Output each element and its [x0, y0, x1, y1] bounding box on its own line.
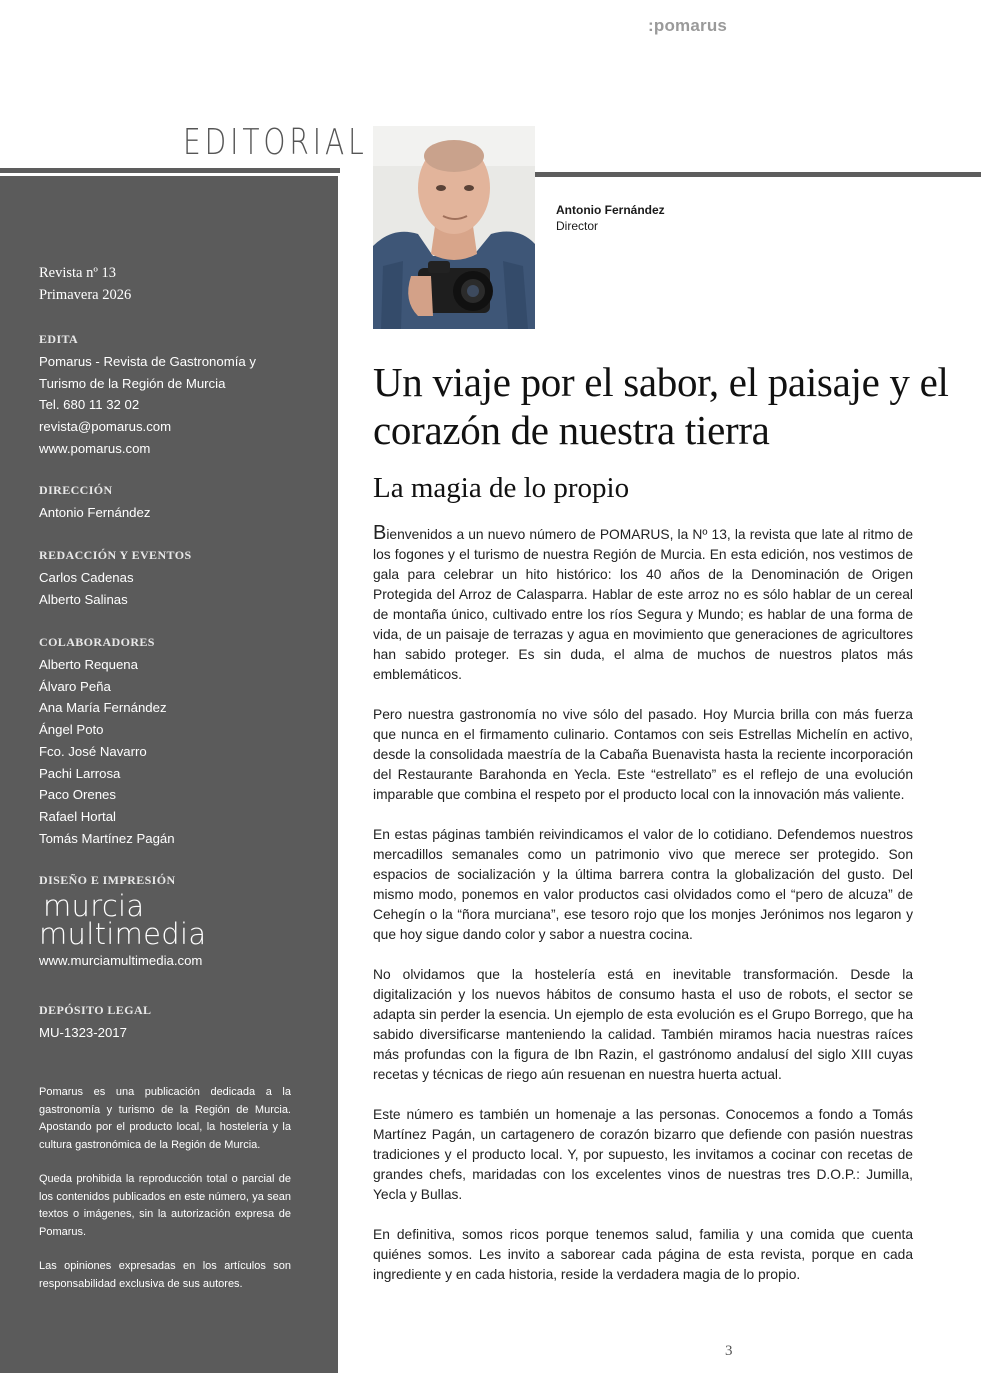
colaborador-name: Pachi Larrosa [39, 765, 121, 781]
redaccion-name: Carlos Cadenas [39, 570, 134, 585]
article-paragraph: En definitiva, somos ricos porque tenemos salud, familia y una comida que cuenta quiénes somos. Les invito a saborear cada página de esta revista, porque en cada ingrediente y en cada historia, reside la verdadera magia de lo propio. [373, 1227, 913, 1282]
drop-cap: B [373, 522, 387, 544]
article-subhead: La magia de lo propio [373, 472, 630, 504]
page-number: 3 [725, 1343, 733, 1359]
brand-logo: :pomarus [648, 16, 728, 35]
article-headline: Un viaje por el sabor, el paisaje y el corazón de nuestra tierra [373, 359, 949, 453]
colaborador-name: Fco. José Navarro [39, 743, 147, 759]
issue-season: Primavera 2026 [39, 287, 132, 303]
deposito-value: MU-1323-2017 [39, 1025, 127, 1040]
diseno-heading: DISEÑO E IMPRESIÓN [39, 873, 176, 887]
redaccion-heading: REDACCIÓN Y EVENTOS [39, 548, 192, 562]
article-paragraph: Pero nuestra gastronomía no vive sólo del pasado. Hoy Murcia brilla con más fuerza que nunca en el firmamento culinario. Contamos con seis Estrellas Michelín en activo, desde la consolidada maestría de la Cabaña Buenavista hasta la reciente incorporación del Restaurante Barahonda en Yecla. Este “estrellato” es el reflejo de una evolución imparable que combina el respeto por el producto local con la innovación más valiente. [373, 707, 913, 802]
colaborador-name: Paco Orenes [39, 787, 116, 803]
edita-heading: EDITA [39, 332, 79, 346]
article-paragraph: Este número es también un homenaje a las personas. Conocemos a fondo a Tomás Martínez Pagán, un cartagenero de corazón bizarro que defiende con pasión nuestras tradiciones y el producto local. Y, por supuesto, les invitamos a cocinar con recetas de grandes chefs, maridadas con los excelentes vinos de nuestras tres D.O.P.: Jumilla, Yecla y Bullas. [373, 1107, 913, 1202]
issue-info [39, 262, 299, 306]
logo-line1: murcia [43, 889, 145, 923]
article-body [373, 523, 913, 1305]
legal-note: Pomarus es una publicación dedicada a la gastronomía y turismo de la Región de Murcia. Apostando por el producto local, la hostelería y la cultura gastronómica de la Región de Murcia. [39, 1086, 291, 1151]
masthead-sidebar [0, 176, 338, 1373]
author-byline [556, 202, 665, 234]
article-paragraph [373, 523, 913, 685]
diseno-website[interactable]: www.murciamultimedia.com [39, 953, 203, 968]
colaborador-name: Ángel Poto [39, 722, 104, 738]
direccion-heading: DIRECCIÓN [39, 483, 113, 497]
redaccion-section [39, 546, 299, 610]
edita-website[interactable]: www.pomarus.com [39, 440, 151, 456]
author-role: Director [556, 219, 599, 233]
legal-note: Las opiniones expresadas en los artículos son responsabilidad exclusiva de sus autores. [39, 1260, 291, 1290]
article-paragraph: En estas páginas también reivindicamos el valor de lo cotidiano. Defendemos nuestros mercadillos semanales como un patrimonio vivo que merece ser protegido. Son espacios de socialización y la última barrera contra la globalización del gusto. Del mismo modo, ponemos en valor productos casi olvidados como el “pero de alcuza” de Cehegín o la “ñora murciana”, ese tesoro rojo que los monjes Jerónimos nos legaron y que hoy sigue dando color y sabor a nuestra cocina. [373, 827, 913, 942]
article-paragraph: No olvidamos que la hostelería está en inevitable transformación. Desde la digitalización y los nuevos hábitos de consumo hasta el uso de robots, el sector se adapta sin perder la esencia. Un ejemplo de esta evolución es el Grupo Borrego, que ha sabido diversificarse manteniendo la calidad. También miramos hacia nuestras raíces más profundas con la figura de Ibn Razin, el gastrónomo andalusí del siglo XIII cuyas recetas y técnicas de riego aún resuenan en nuestra huerta actual. [373, 967, 913, 1082]
author-name: Antonio Fernández [556, 203, 665, 217]
colaborador-name: Ana María Fernández [39, 700, 167, 716]
divider-left [0, 168, 340, 173]
redaccion-name: Alberto Salinas [39, 591, 128, 607]
edita-phone: Tel. 680 11 32 02 [39, 397, 140, 413]
divider-right [535, 172, 981, 177]
legal-notes [39, 1084, 291, 1293]
deposito-heading: DEPÓSITO LEGAL [39, 1003, 152, 1017]
colaborador-name: Tomás Martínez Pagán [39, 830, 175, 846]
issue-number: Revista nº 13 [39, 265, 116, 281]
colaboradores-section [39, 633, 299, 849]
edita-email[interactable]: revista@pomarus.com [39, 419, 172, 435]
legal-note: Queda prohibida la reproducción total o parcial de los contenidos publicados en este número, ya sean textos o imágenes, sin la autorización expresa de Pomarus. [39, 1173, 291, 1238]
edita-line: Pomarus - Revista de Gastronomía y [39, 354, 256, 369]
edita-line: Turismo de la Región de Murcia [39, 375, 226, 391]
edita-section [39, 330, 299, 460]
logo-line2: multimedia [39, 917, 207, 951]
direccion-name: Antonio Fernández [39, 505, 151, 520]
colaborador-name: Álvaro Peña [39, 678, 111, 694]
colaboradores-heading: COLABORADORES [39, 635, 155, 649]
section-title: EDITORIAL [183, 122, 368, 163]
diseno-section [39, 871, 299, 972]
colaborador-name: Alberto Requena [39, 657, 138, 672]
direccion-section [39, 481, 299, 524]
author-photo [373, 126, 535, 329]
paragraph-text: ienvenidos a un nuevo número de POMARUS, la Nº 13, la revista que late al ritmo de los fogones y el turismo de nuestra Región de Murcia. En esta edición, nos vestimos de gala para celebrar un hito histórico: los 40 años de la Denominación de Origen Protegida del Arroz de Calasparra. Hablar de este arroz no es sólo hablar de un cereal de montaña único, cultivado entre los ríos Segura y Mundo; es hablar de una forma de vida, de un paisaje de terrazas y agua en movimiento que generaciones de agricultores han sabido proteger. Es sin duda, el alma de muchos de nuestros platos más emblemáticos. [373, 527, 913, 682]
colaborador-name: Rafael Hortal [39, 808, 116, 824]
murcia-multimedia-logo [39, 889, 299, 951]
deposito-section [39, 1001, 299, 1044]
